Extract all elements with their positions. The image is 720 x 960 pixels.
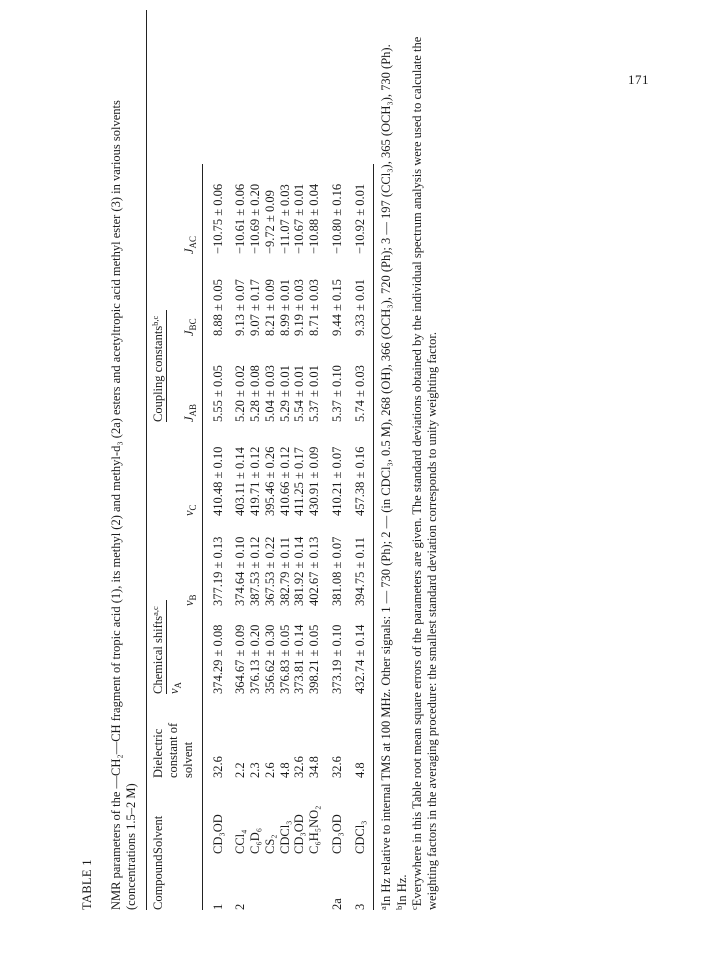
footnote-b: $^b$In Hz. xyxy=(393,874,409,910)
header-coupling-constants: Coupling constants$^{b,c}$ xyxy=(147,164,167,422)
header-nu-c: $\nu_C$ xyxy=(181,504,198,516)
footnote-c: $^c$Everywhere in this Table root mean square errors of the parameters are given. The standard deviations obtained by the individual spectrum analysis were used to calculate the weighting factors in the averaging procedure: the smallest standard deviation corresponds to unity weighting factor. xyxy=(408,36,439,910)
table-row: 1 CD₃OD 32.6 374.29 ± 0.08 377.19 ± 0.13 410.48 ± 0.10 5.55 ± 0.05 8.88 ± 0.05 −10.75 ± 0.06 xyxy=(210,183,225,910)
header-nu-a: $\nu_A$ xyxy=(167,681,183,694)
footnotes xyxy=(379,10,440,910)
header-nu-b: $\nu_B$ xyxy=(181,594,198,606)
rotated-table-block xyxy=(80,10,530,910)
table-caption: NMR parameters of the —CH₂—CH fragment of tropic acid (1), its methyl (2) and methyl-d₃ (2a) esters and acetyltropic acid methyl ester (3) in various solvents (concentrations 1.5–2 M) xyxy=(108,100,138,910)
table-row: C₆H₅NO₂ 34.8 398.21 ± 0.05 402.67 ± 0.13 430.91 ± 0.09 5.37 ± 0.01 8.71 ± 0.03 −10.88 ± 0.04 xyxy=(307,183,321,854)
table-row: CDCl₃ 4.8 376.83 ± 0.05 382.79 ± 0.11 410.66 ± 0.12 5.29 ± 0.01 8.99 ± 0.01 −11.07 ± 0.03 xyxy=(277,184,292,854)
header-j-bc: $J_{BC}$ xyxy=(181,318,198,336)
header-j-ab: $J_{AB}$ xyxy=(181,403,198,422)
table-label: TABLE 1 xyxy=(80,859,94,910)
table-row: C₆D₆ 2.3 376.13 ± 0.20 387.53 ± 0.12 419.71 ± 0.12 5.28 ± 0.08 9.07 ± 0.17 −10.69 ± 0.20 xyxy=(248,183,262,854)
header-dielectric: Dielectric constant of solvent xyxy=(151,722,195,778)
header-compound: Compound xyxy=(151,854,166,910)
header-j-ac: $J_{AC}$ xyxy=(181,235,198,254)
footnote-a: $^a$In Hz relative to internal TMS at 100 MHz. Other signals: 1 — 730 (Ph); 2 — (in CDCl₃, 0.5 M), 268 (OH), 366 (OCH₃), 720 (Ph); 3 — 197 (CCl₃), 365 (OCH₃), 730 (Ph). xyxy=(378,44,394,910)
table-row: 2a CD₃OD 32.6 373.19 ± 0.10 381.08 ± 0.07 410.21 ± 0.07 5.37 ± 0.10 9.44 ± 0.15 −10.80 ± 0.16 xyxy=(329,183,344,910)
table-row: 2 CCl₄ 2.2 364.67 ± 0.09 374.64 ± 0.10 403.11 ± 0.14 5.20 ± 0.02 9.13 ± 0.07 −10.61 ± 0.06 xyxy=(233,183,248,910)
table-row: CD₃OD 32.6 373.81 ± 0.14 381.92 ± 0.14 411.25 ± 0.17 5.54 ± 0.01 9.19 ± 0.03 −10.67 ± 0.01 xyxy=(292,183,307,854)
header-solvent: Solvent xyxy=(151,815,166,854)
bottom-rule xyxy=(373,164,374,910)
table-row: 3 CDCl₃ 4.8 432.74 ± 0.14 394.75 ± 0.11 457.38 ± 0.16 5.74 ± 0.03 9.33 ± 0.01 −10.92 ± 0.01 xyxy=(352,183,367,910)
table-row: CS₂ 2.6 356.62 ± 0.30 367.53 ± 0.22 395.46 ± 0.26 5.04 ± 0.03 8.21 ± 0.09 −9.72 ± 0.09 xyxy=(262,190,277,854)
page-number: 171 xyxy=(628,72,649,87)
nmr-table xyxy=(147,164,374,910)
header-chemical-shifts: Chemical shifts$^{a,c}$ xyxy=(147,422,167,694)
